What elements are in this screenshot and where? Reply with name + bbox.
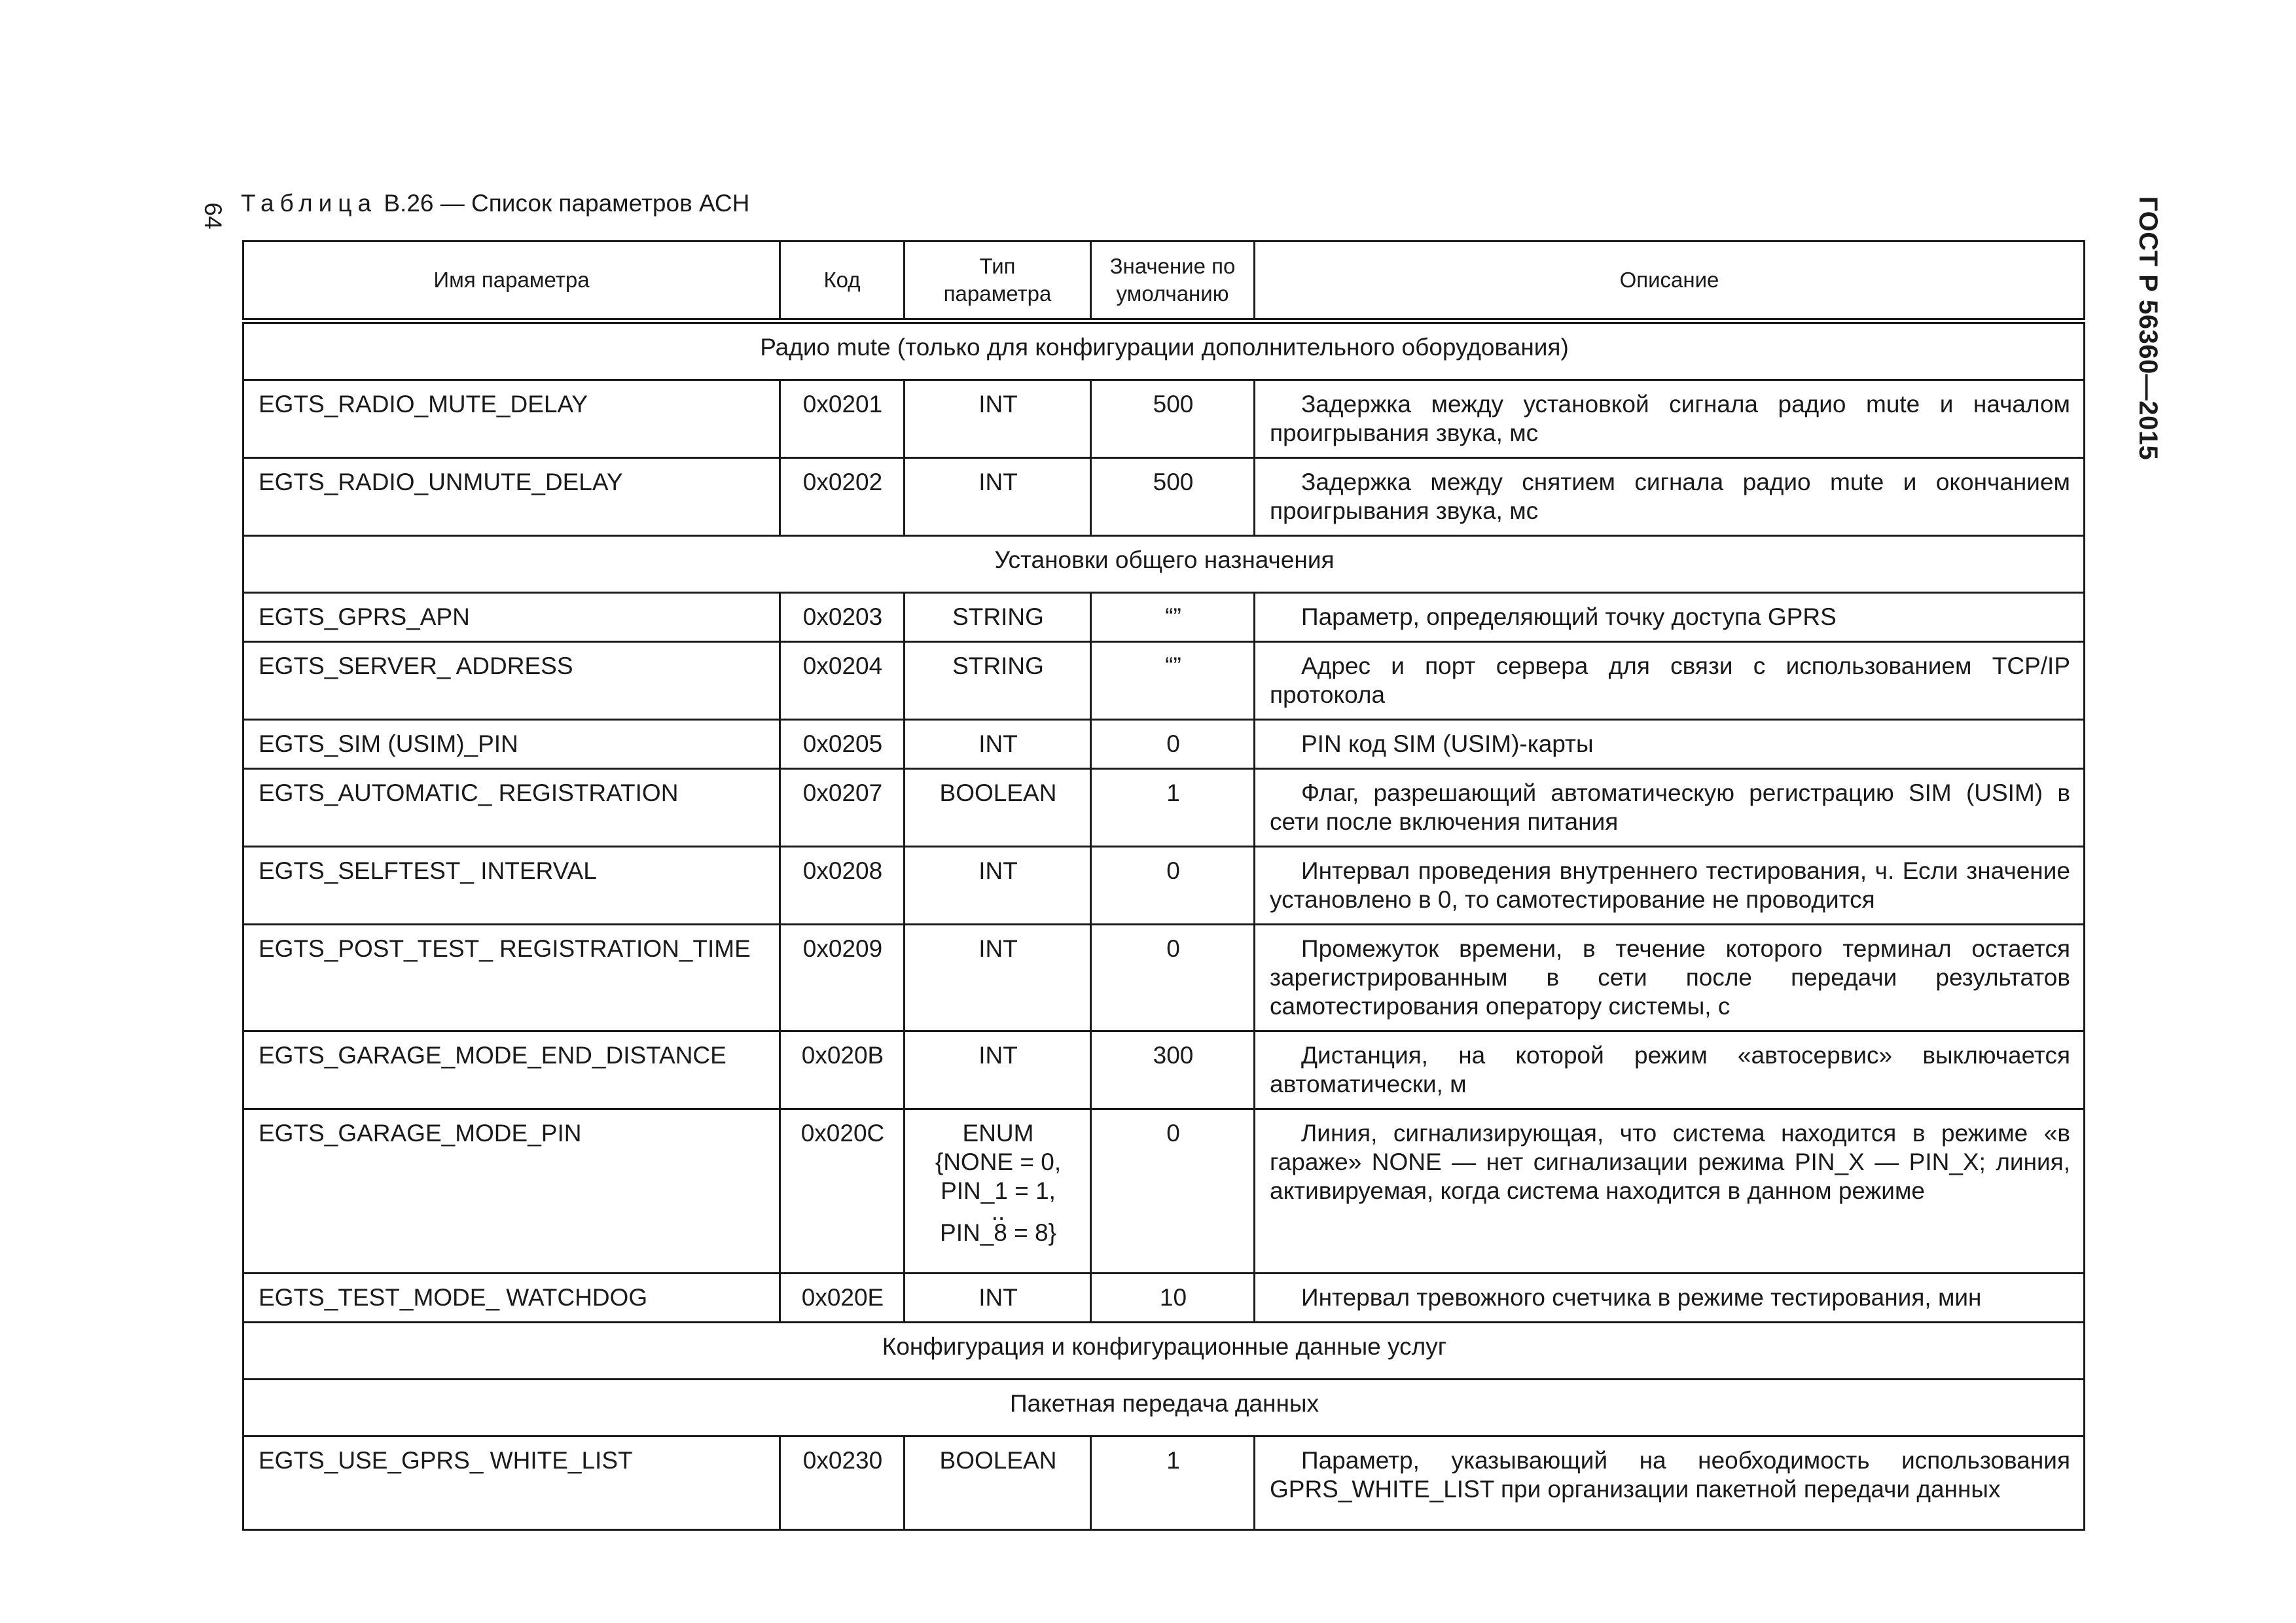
- parameters-table: [242, 240, 2085, 1531]
- cell-code: 0x0207: [780, 769, 905, 847]
- cell-type: STRING: [905, 642, 1091, 720]
- cell-name: EGTS_GARAGE_MODE_PIN: [243, 1109, 780, 1274]
- cell-default: 0: [1091, 1109, 1255, 1274]
- cell-code: 0x0204: [780, 642, 905, 720]
- cell-default: 500: [1091, 380, 1255, 458]
- cell-type: INT: [905, 1031, 1091, 1109]
- cell-description: Флаг, разрешающий автоматическую регистрацию SIM (USIM) в сети после включения питания: [1255, 769, 2085, 847]
- table-row: [243, 1109, 2085, 1274]
- cell-default: 300: [1091, 1031, 1255, 1109]
- table-caption: [241, 187, 749, 220]
- header-type-line2: параметра: [943, 281, 1052, 306]
- table-row: [243, 458, 2085, 536]
- cell-code: 0x0205: [780, 720, 905, 769]
- cell-description: Задержка между установкой сигнала радио mute и началом проигрывания звука, мс: [1255, 380, 2085, 458]
- cell-default: 0: [1091, 925, 1255, 1031]
- cell-default: “”: [1091, 593, 1255, 642]
- enum-line: PIN_1 = 1,: [941, 1177, 1056, 1204]
- cell-type: BOOLEAN: [905, 769, 1091, 847]
- cell-name: EGTS_TEST_MODE_ WATCHDOG: [243, 1274, 780, 1323]
- cell-name: EGTS_SERVER_ ADDRESS: [243, 642, 780, 720]
- section-service-configuration: Конфигурация и конфигурационные данные услуг: [243, 1323, 2085, 1380]
- table-caption-label: Таблица: [241, 190, 378, 217]
- cell-description: Интервал тревожного счетчика в режиме тестирования, мин: [1255, 1274, 2085, 1323]
- header-description: Описание: [1255, 241, 2085, 321]
- cell-type: INT: [905, 720, 1091, 769]
- header-name: Имя параметра: [243, 241, 780, 321]
- header-default-line2: умолчанию: [1116, 281, 1229, 306]
- table-row: [243, 642, 2085, 720]
- cell-code: 0x0230: [780, 1436, 905, 1530]
- section-packet-data: Пакетная передача данных: [243, 1380, 2085, 1436]
- page-number: 64: [200, 202, 226, 230]
- document-code: ГОСТ Р 56360—2015: [2134, 196, 2162, 461]
- cell-description: Адрес и порт сервера для связи с использованием TCP/IP протокола: [1255, 642, 2085, 720]
- cell-type: [905, 1109, 1091, 1274]
- cell-name: EGTS_USE_GPRS_ WHITE_LIST: [243, 1436, 780, 1530]
- header-code: Код: [780, 241, 905, 321]
- cell-default: “”: [1091, 642, 1255, 720]
- cell-default: 0: [1091, 720, 1255, 769]
- cell-default: 10: [1091, 1274, 1255, 1323]
- cell-name: EGTS_RADIO_UNMUTE_DELAY: [243, 458, 780, 536]
- cell-description: Дистанция, на которой режим «автосервис» выключается автоматически, м: [1255, 1031, 2085, 1109]
- header-type: [905, 241, 1091, 321]
- table-row: [243, 847, 2085, 925]
- cell-code: 0x0202: [780, 458, 905, 536]
- cell-name: EGTS_GPRS_APN: [243, 593, 780, 642]
- table-row: [243, 769, 2085, 847]
- cell-default: 1: [1091, 769, 1255, 847]
- header-default: [1091, 241, 1255, 321]
- table-caption-title: В.26 — Список параметров АСН: [384, 190, 750, 217]
- enum-line: PIN_8 = 8}: [940, 1219, 1056, 1246]
- table-row: [243, 1031, 2085, 1109]
- cell-type: INT: [905, 1274, 1091, 1323]
- table-row: [243, 380, 2085, 458]
- table-row: [243, 593, 2085, 642]
- cell-type: BOOLEAN: [905, 1436, 1091, 1530]
- cell-name: EGTS_RADIO_MUTE_DELAY: [243, 380, 780, 458]
- cell-type: INT: [905, 925, 1091, 1031]
- cell-description: Параметр, указывающий на необходимость использования GPRS_WHITE_LIST при организации пакетной передачи данных: [1255, 1436, 2085, 1530]
- section-row: [243, 1323, 2085, 1380]
- header-type-line1: Тип: [979, 254, 1016, 278]
- header-default-line1: Значение по: [1109, 254, 1236, 278]
- table-header-row: [243, 241, 2085, 321]
- cell-description: Задержка между снятием сигнала радио mute и окончанием проигрывания звука, мс: [1255, 458, 2085, 536]
- table-row: [243, 720, 2085, 769]
- cell-default: 500: [1091, 458, 1255, 536]
- cell-description: Параметр, определяющий точку доступа GPRS: [1255, 593, 2085, 642]
- cell-type: INT: [905, 458, 1091, 536]
- section-row: [243, 321, 2085, 380]
- cell-name: EGTS_SELFTEST_ INTERVAL: [243, 847, 780, 925]
- cell-name: EGTS_POST_TEST_ REGISTRATION_TIME: [243, 925, 780, 1031]
- table-row: [243, 1274, 2085, 1323]
- cell-default: 1: [1091, 1436, 1255, 1530]
- section-row: [243, 1380, 2085, 1436]
- cell-type: INT: [905, 847, 1091, 925]
- enum-line: {NONE = 0,: [935, 1149, 1062, 1175]
- cell-name: EGTS_AUTOMATIC_ REGISTRATION: [243, 769, 780, 847]
- cell-code: 0x0201: [780, 380, 905, 458]
- cell-type: INT: [905, 380, 1091, 458]
- section-row: [243, 536, 2085, 593]
- section-general-settings: Установки общего назначения: [243, 536, 2085, 593]
- cell-code: 0x020E: [780, 1274, 905, 1323]
- section-radio-mute: Радио mute (только для конфигурации дополнительного оборудования): [243, 321, 2085, 380]
- cell-type: STRING: [905, 593, 1091, 642]
- cell-code: 0x020C: [780, 1109, 905, 1274]
- cell-name: EGTS_GARAGE_MODE_END_DISTANCE: [243, 1031, 780, 1109]
- enum-line: ENUM: [962, 1120, 1034, 1147]
- cell-name: EGTS_SIM (USIM)_PIN: [243, 720, 780, 769]
- enum-ellipsis: ..: [991, 1198, 1005, 1225]
- cell-code: 0x0208: [780, 847, 905, 925]
- cell-description: Линия, сигнализирующая, что система находится в режиме «в гараже» NONE — нет сигнализации режима PIN_X — PIN_X; линия, активируемая, когда система находится в данном режиме: [1255, 1109, 2085, 1274]
- cell-default: 0: [1091, 847, 1255, 925]
- cell-code: 0x0203: [780, 593, 905, 642]
- table-row: [243, 925, 2085, 1031]
- cell-code: 0x020B: [780, 1031, 905, 1109]
- cell-description: Интервал проведения внутреннего тестирования, ч. Если значение установлено в 0, то самотестирование не проводится: [1255, 847, 2085, 925]
- cell-description: Промежуток времени, в течение которого терминал остается зарегистрированным в сети после передачи результатов самотестирования оператору системы, с: [1255, 925, 2085, 1031]
- cell-code: 0x0209: [780, 925, 905, 1031]
- table-row: [243, 1436, 2085, 1530]
- cell-description: PIN код SIM (USIM)-карты: [1255, 720, 2085, 769]
